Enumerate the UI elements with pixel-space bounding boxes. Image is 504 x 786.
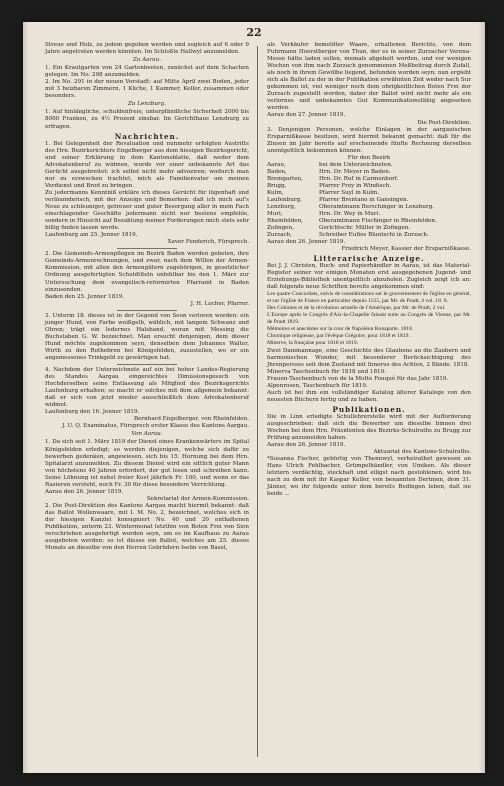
district-name: Kulm, xyxy=(267,189,284,196)
book-entry: Chronique religieuse, par l'évêque Grégoire, pour 1818 et 1819. xyxy=(267,333,410,340)
book-entry: Minerve, la française pour 1818 et 1819. xyxy=(267,340,359,347)
district-name: Rheinfelden, xyxy=(267,217,303,224)
separator xyxy=(117,310,177,311)
lenzburg-item-1: 1. Auf hinlängliche, schuldenfreie, unterpfändliche Sicherheit 2000 bis 8000 Franken, zu 4½ Prozent zinsbar. Im Gerichthaus Lenzburg zu erfragen. xyxy=(45,109,249,130)
page-edge-right xyxy=(479,22,485,773)
book-entry: Auch ist bei ihm ein vollständiger Katalog älterer Kataloge von den neuesten Büchern fertig und zu haben. xyxy=(267,389,471,403)
book-entry: Mémoires et anecdotes sur la cour de Napoléon Bonaparte. 1818. xyxy=(267,326,414,333)
separator xyxy=(117,248,177,249)
page-edge-left xyxy=(23,22,29,773)
district-name: Lenzburg, xyxy=(267,203,296,210)
publications-heading: Publikationen. xyxy=(332,404,406,414)
district-contact: Hrn. Dr. Meyer in Baden. xyxy=(319,168,391,175)
intro-text: Streue und Holz, zu jedem gegeben werden und sogleich auf 6 oder 9 Jahre angetreten werden könnten. Im Schloßle Hallwyl anzumelden. xyxy=(45,42,249,56)
district-contact: Pfarrer Frey in Windisch. xyxy=(319,182,392,189)
publication-1-date: Aarau den 26. Jenner 1819. xyxy=(267,442,346,449)
aarau-notice-1: 1. Da sich seit 1. März 1819 der Dienst eines Krankenwärters im Spital Königsfelden erledigt; so werden diejenigen, welche sich dafür zu bewerben gedenken, angewiesen, sich bis 15. Hornung bei dem Hrn. Spitalarzt anzumelden. Zu diesem Dienst wird ein sittlich guter Mann von höchstens 40 Jahren erfordert, der gut lesen und schreiben kann. Seine Löhnung ist nebst freier Kost jährlich Fr. 100, und wenn er das Rasieren versteht, noch Fr. 30 für diese besondere Verrichtung. xyxy=(45,439,249,488)
savings-date: Aarau den 26. Jenner 1819. xyxy=(267,238,346,245)
separator xyxy=(117,364,177,365)
district-contact: Hrn. Dr. Ruf in Carmenhorf. xyxy=(319,175,399,182)
district-row xyxy=(267,211,471,218)
savings-notice: 3. Denjenigen Personen, welche Einlagen in der aargauischen Ersparnißkasse besitzen, wird hiermit bekannt gemacht: daß für die Zinsen im Jahr bereits auf erscheinende fünfte Rechnung derselben unentgeltlich bekommen können: xyxy=(267,126,471,154)
page-number: 22 xyxy=(246,26,262,39)
section-heading-von-aarau: Von Aarau. xyxy=(131,431,163,438)
book-entry: Des Colonies et de la révolution actuelle de l'Amérique, par Mr. de Pradt, 2 vol. xyxy=(267,305,446,312)
section-heading-aarau: Zu Aarau. xyxy=(132,57,162,64)
district-row xyxy=(267,162,471,169)
district-row xyxy=(267,225,471,232)
district-row xyxy=(267,232,471,239)
district-name: Zofingen, xyxy=(267,224,294,231)
continued-notice: als Verkäufer bemeldter Waare, erhaltenen Berichts, von dem Fuhrmann Hoerstberger von Thun, der es in seiner Zurzacher Verena-Messe hätte laden sollen, niemals abgeholt worden, und vor wenigen Wochen von ihm nach Zurzach genommenen Meßbeitrag durch Zufall, als noch in ihrem Gewölbe liegend, befunden worden seyn; nun ergiebt sich als Ballot zu der in der Publikation erwähnten Zeit weder nach Sur gekommen ist, viel weniger noch dem obrigkeitlichen Boten Frei dor Zurzach zugestellt worden, daher der Ballot wird nicht mehr als ein verlornes und unbekanntes Gut Kommunikationsfähig angesehen werden. xyxy=(267,42,471,112)
right-column xyxy=(267,42,471,498)
notice-1: 1. Bei Gelegenheit der Revaluation und nunmehr erfolgten Austritts des Hrn. Bezirksrichters Engelberger aus dem hiesigen Bezirksgericht, und seiner Erklärung in dem Kantonsblatte, daß weder dem Advokatenberuf zu widmen, wurde vor einer unbekannte Art das Gerücht ausgebreitet: ich selbst nicht mehr advoziren; wodurch man nur zu erzwecken trachtet, mich als Familienvater um meinen Verdienst und Brod zu bringen. xyxy=(45,140,249,189)
district-contact: Oberamtmann Fischinger in Rheinfelden. xyxy=(319,217,437,224)
district-row xyxy=(267,169,471,176)
district-row xyxy=(267,183,471,190)
notice-4: 4. Nachdem der Unterzeichnete auf ein bei hoher Landes-Regierung des Standes Aargau eingereichtes Dimissionsgesuch von Hochderselben seine Entlassung als Mitglied des Bezirksgerichts Laufenburg erhalten; so macht er solches mit dem allgemein bekannt: daß er sich von jetzt wieder ausschließlich dem Advokatenberuf widmet. xyxy=(45,367,249,409)
publication-1: Die in Linn erledigte Schullehrerstelle wird mit der Aufforderung ausgeschrieben: daß sich die Bewerber um dieselbe binnen drei Wochen bei dem Hrn. Präsidenten des Bezirks-Schulraths zu Brugg zur Prüfung anzumelden haben. xyxy=(267,413,471,442)
aarau-item-2: 2. Im No. 291 in der neuen Vorstadt: auf Mitte April zwei Boden, jeder mit 3 heizbaren Zimmern, 1 Küche, 1 Kammer, Keller, zusammen oder besonders. xyxy=(45,79,249,100)
aarau-item-1: 1. Ein Krautgarten von 24 Gartenbeeten, zunächst auf dem Schachen gelegen. Im No. 298 anzumelden. xyxy=(45,65,249,79)
nachrichten-heading: Nachrichten. xyxy=(114,131,180,141)
notice-2-date: Baden den 25. Jenner 1819. xyxy=(45,293,125,300)
book-entry: L'Europe après le Congrès d'Aix-la-Chapelle faisant suite au Congrès de Vienne, par Mr. de Pradt 1819. xyxy=(267,312,471,326)
district-contact: Pfarrer Suyl in Kulm. xyxy=(319,189,380,196)
book-entry: Zwei Dammannage, eine Geschichte des Glaubens an die Zaubern und harmonischen Wunder, mit besonderer Berücksichtigung des Jhrenpersses seit dem Zustand mit Innerus des Achten, 2 Bände. 1818. xyxy=(267,347,471,368)
left-column xyxy=(45,42,249,552)
book-entry: Alpenrosen, Taschenbuch für 1819. xyxy=(267,382,368,389)
district-name: Aarau, xyxy=(267,161,286,168)
district-row xyxy=(267,204,471,211)
savings-subheading: Für den Bezirk xyxy=(347,154,391,161)
district-row xyxy=(267,218,471,225)
district-contact: Oberamtmann Berschinger in Lenzburg. xyxy=(319,203,435,210)
continued-notice-date: Aarau den 27. Jenner 1819. xyxy=(267,112,346,119)
district-table xyxy=(267,162,471,239)
notice-1-signature: Xaver Fenderich, Fürsprech. xyxy=(167,239,249,246)
newspaper-page xyxy=(23,22,485,773)
district-contact: Hrn. Dr. Wey in Muri. xyxy=(319,210,381,217)
notice-1b: Zu jedermanns Kenntniß erkläre ich dieses Gerücht für lügenhaft und verläumderisch, mit der Anzeige und Bemerken: daß ich mich auf's Neue zu schleuniger, getreuer und guter Besorgung aller in mein Fach einschlagender Geschäfte jedermann nicht nur bestens empfehle, sondern in Hinsicht auf Bezahlung meiner Forderungen mich stets sehr billig finden lassen werde. xyxy=(45,189,249,232)
continued-notice-signature: Die Post-Direktion. xyxy=(417,119,471,126)
district-name: Laufenburg, xyxy=(267,196,302,203)
section-heading-lenzburg: Zu Lenzburg. xyxy=(127,101,167,108)
district-row xyxy=(267,190,471,197)
notice-4-date: Laufenburg den 16. Jenner 1819. xyxy=(45,409,140,416)
district-name: Zurzach, xyxy=(267,231,292,238)
notice-1-date: Laufenburg am 25. Jenner 1819. xyxy=(45,232,138,239)
aarau-notice-1-signature: Sekretariat der Armen-Kommission. xyxy=(146,495,249,502)
book-entry: Les quatre Concordats, suivis de considérations sur le gouvernement de l'église en général, et sur l'église de France en particulier depuis 1515, par Mr. de Pradt, 4 vol. 18. 8. xyxy=(267,291,471,305)
book-entry: Minerva Taschenbuch für 1818 und 1819. xyxy=(267,368,386,375)
literary-intro: Bei J. J. Christen, Buch- und Papierhändler in Aarau, ist das Material-Register seiner vor einigen Monaten erst ausgegebenen Jugend- und Erziehungs-Bibliothek unentgeltlich abzuholen. Zugleich zeigt ich an: daß folgende neue Schriften bereits angekommen sind: xyxy=(267,262,471,291)
district-contact: Gerichtschr. Müller in Zofingen. xyxy=(319,224,411,231)
district-name: Baden, xyxy=(267,168,287,175)
savings-signature: Friedrich Meyer, Kassier der Ersparnißkasse. xyxy=(341,245,471,252)
publication-2: *Susanna Fischer, gebürtig von Thennwyl, verheirathet gewesen an Hans Ulrich Fehlbacher, Grümpelhändler, von Umiken. Als dieser letztern verdächtig, steckhaft und eiligst nach gestohlenen, wird bis nach zu dem mit ihr Kaspar Keller, von benannten Dertmen, dem 31. Jänner, wo ihr folgende unter dem bereits Bedingen leben, daß sie beide ... xyxy=(267,456,471,498)
district-contact: Pfarrer Brentano in Gansingen. xyxy=(319,196,409,203)
district-row xyxy=(267,176,471,183)
district-name: Bremgarten, xyxy=(267,175,303,182)
notice-2: 2. Die Gemeinds-Armenpflegen im Bezirk Baden werden gebeten, ihre Gemeinds-Armenrechnungen, und zwar, nach dem Willen der Armen-Kommission, mit allen den Armengütern zugehörigen, in gesetzlicher Ordnung ausgefertigten Schuldtiteln unfehlbar bis den 1. März zur Untersuchung dem evangelisch-reformirten Pfarramt in Baden einzusenden. xyxy=(45,251,249,293)
aarau-notice-2: 2. Die Post-Direktion des Kantons Aargau macht hiermit bekannt: daß das Ballot Wollenwaare, mit I. M. No. 2, bezeichnet, welches sich in der hiesigen Kanzlei konsigniert No. 40 und 20 enthaltenen Publikation, unterm 23. Wintermonat letzthin von Boten Frei von Sion verschrieben ausgefertigt worden seyn, um es im Kaufhaus zu Aarau ausgeboten werden; so ist dieses ein Ballot, welches am 25. dieses Monats an dieselbe von den Herren Gebrüdern Iselin von Basel, xyxy=(45,502,249,552)
aarau-notice-1-date: Aarau den 26. Jenner 1819. xyxy=(45,488,124,495)
district-name: Muri, xyxy=(267,210,283,217)
notice-4-signature-title: J. U. Q. Examinatus, Fürsprech erster Klasse des Kantons Aargau. xyxy=(62,423,249,430)
district-contact: Schreiber Eufios Bluntschi in Zurzach. xyxy=(319,231,429,238)
notice-4-signature: Bernhard Engelberger, von Rheinfelden. xyxy=(134,416,249,423)
book-entry: Frauen-Taschenbuch von de la Motte Fouqué für das Jahr 1819. xyxy=(267,375,449,382)
district-contact: bei dem Unterzeichneten. xyxy=(319,161,393,168)
district-name: Brugg, xyxy=(267,182,287,189)
notice-3: 3. Unterm 18. dieses ist in der Gegend von Seon verloren worden: ein junger Hund, von Farbe weißgelb, wählich, mit langem Schwanz und Ohren; trägt ein ledernes Halsband, woran mit Messing die Buchstaben G. W. bezeichnet. Man ersucht denjenigen, dem dieser Hund möchte zugekommen seyn, denselben dem Johannes Walter, Wirth zu den Rothebren bei Königsfelden, zuzustellen, wo er ein angemessenes Trinkgeld zu gewärtigen hat. xyxy=(45,312,249,361)
publication-1-signature: Aktuariat des Kantons-Schulraths. xyxy=(373,449,471,456)
district-row xyxy=(267,197,471,204)
column-divider xyxy=(257,46,258,757)
literary-heading: Litterarische Anzeige. xyxy=(313,253,425,263)
notice-2-signature: J. H. Locher, Pfarrer. xyxy=(190,300,249,307)
